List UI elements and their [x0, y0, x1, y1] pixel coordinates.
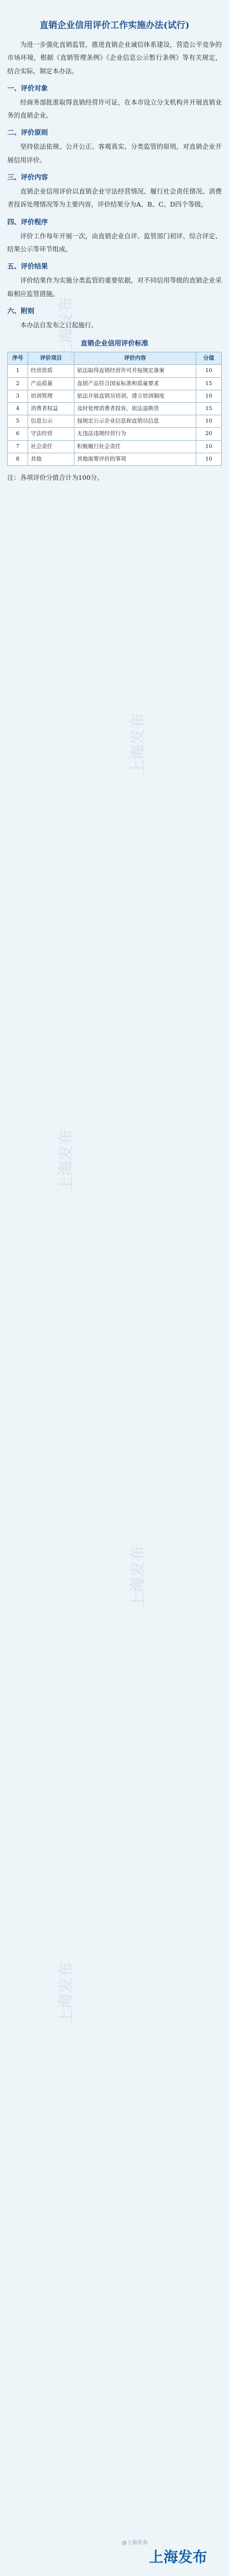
section-paragraph: 直销企业信用评价以直销企业守法经营情况、履行社会责任情况、消费者投诉处理情况等为主要内容，评价结果分为A、B、C、D四个等级。: [7, 187, 222, 209]
table-cell: 信息公示: [28, 415, 74, 428]
table-cell: 3: [8, 390, 28, 402]
table-cell: 5: [8, 415, 28, 428]
footer-note: 注：各项评价分值合计为100分。: [7, 474, 104, 482]
table-cell: 6: [8, 428, 28, 440]
section-paragraph: 评价工作每年开展一次，由直销企业自评、监管部门初评、综合评定、结果公示等环节组成。: [7, 232, 222, 253]
table-cell: 及时处理消费者投诉，依法退换货: [74, 403, 196, 415]
section-heading: 一、评价对象: [7, 84, 48, 93]
table-cell: 2: [8, 377, 28, 390]
intro-paragraph: 为进一步强化直销监管，推进直销企业诚信体系建设，营造公平竞争的市场环境，根据《直销管理条例》《企业信息公示暂行条例》等有关规定，结合实际，制定本办法。: [7, 41, 222, 75]
small-logo-text: @上海发布: [122, 2540, 148, 2546]
table-cell: 10: [196, 365, 222, 377]
table-row: [8, 403, 222, 415]
table-row: [8, 415, 222, 428]
evaluation-table: [7, 352, 222, 466]
table-cell: 社会责任: [28, 440, 74, 453]
section-paragraph: 评价结果作为实施分类监管的重要依据，对不同信用等级的直销企业采取相应监管措施。: [7, 276, 222, 298]
table-cell: 10: [196, 453, 222, 465]
table-row: [8, 440, 222, 453]
section-paragraph: 经商务部批准取得直销经营许可证，在本市设立分支机构并开展直销业务的直销企业。: [7, 98, 222, 120]
table-cell: 无违法违规经营行为: [74, 428, 196, 440]
table-cell: 20: [196, 428, 222, 440]
table-cell: 10: [196, 390, 222, 402]
table-row: [8, 377, 222, 390]
table-cell: 8: [8, 453, 28, 465]
table-title: 直销企业信用评价标准: [80, 340, 148, 348]
footer-area: [0, 2539, 229, 2576]
table-row: [8, 453, 222, 465]
table-cell: 其他需要评价的事项: [74, 453, 196, 465]
table-cell: 经营资质: [28, 365, 74, 377]
section-heading: 六、附则: [7, 307, 35, 315]
table-cell: 7: [8, 440, 28, 453]
table-cell: 4: [8, 403, 28, 415]
table-header: 序号: [8, 352, 28, 365]
watermark: 上海发布: [57, 1962, 75, 2024]
document-title: 直销企业信用评价工作实施办法(试行): [39, 20, 190, 31]
table-cell: 依法取得直销经营许可并按规定备案: [74, 365, 196, 377]
table-cell: 10: [196, 415, 222, 428]
watermark: 上海发布: [129, 1546, 147, 1608]
section-heading: 三、评价内容: [7, 174, 48, 182]
table-cell: 按规定公示企业信息和直销员信息: [74, 415, 196, 428]
table-cell: 守法经营: [28, 428, 74, 440]
watermark: 上海发布: [57, 297, 75, 359]
section-paragraph: 坚持依法依规、公开公正、客观真实、分类监管的原则，对直销企业开展信用评价。: [7, 143, 222, 164]
table-header: 评价项目: [28, 352, 74, 365]
table-header-row: [8, 352, 222, 365]
watermark: 上海发布: [57, 1129, 75, 1192]
table-cell: 直销产品符合国家标准和质量要求: [74, 377, 196, 390]
table-header: 分值: [196, 352, 222, 365]
table-cell: 15: [196, 377, 222, 390]
table-cell: 消费者权益: [28, 403, 74, 415]
table-row: [8, 365, 222, 377]
table-row: [8, 390, 222, 402]
section-heading: 二、评价原则: [7, 129, 48, 137]
table-header: 评价内容: [74, 352, 196, 365]
section-paragraph: 本办法自发布之日起施行。: [20, 321, 98, 329]
table-cell: 培训管理: [28, 390, 74, 402]
table-cell: 15: [196, 403, 222, 415]
table-cell: 依法开展直销员培训，建立培训制度: [74, 390, 196, 402]
table-cell: 产品质量: [28, 377, 74, 390]
section-heading: 五、评价结果: [7, 263, 48, 271]
table-cell: 10: [196, 440, 222, 453]
table-cell: 其他: [28, 453, 74, 465]
section-heading: 四、评价程序: [7, 218, 48, 226]
table-row: [8, 428, 222, 440]
table-cell: 1: [8, 365, 28, 377]
table-cell: 积极履行社会责任: [74, 440, 196, 453]
watermark: 上海发布: [129, 713, 147, 775]
logo: 上海发布: [148, 2548, 207, 2566]
